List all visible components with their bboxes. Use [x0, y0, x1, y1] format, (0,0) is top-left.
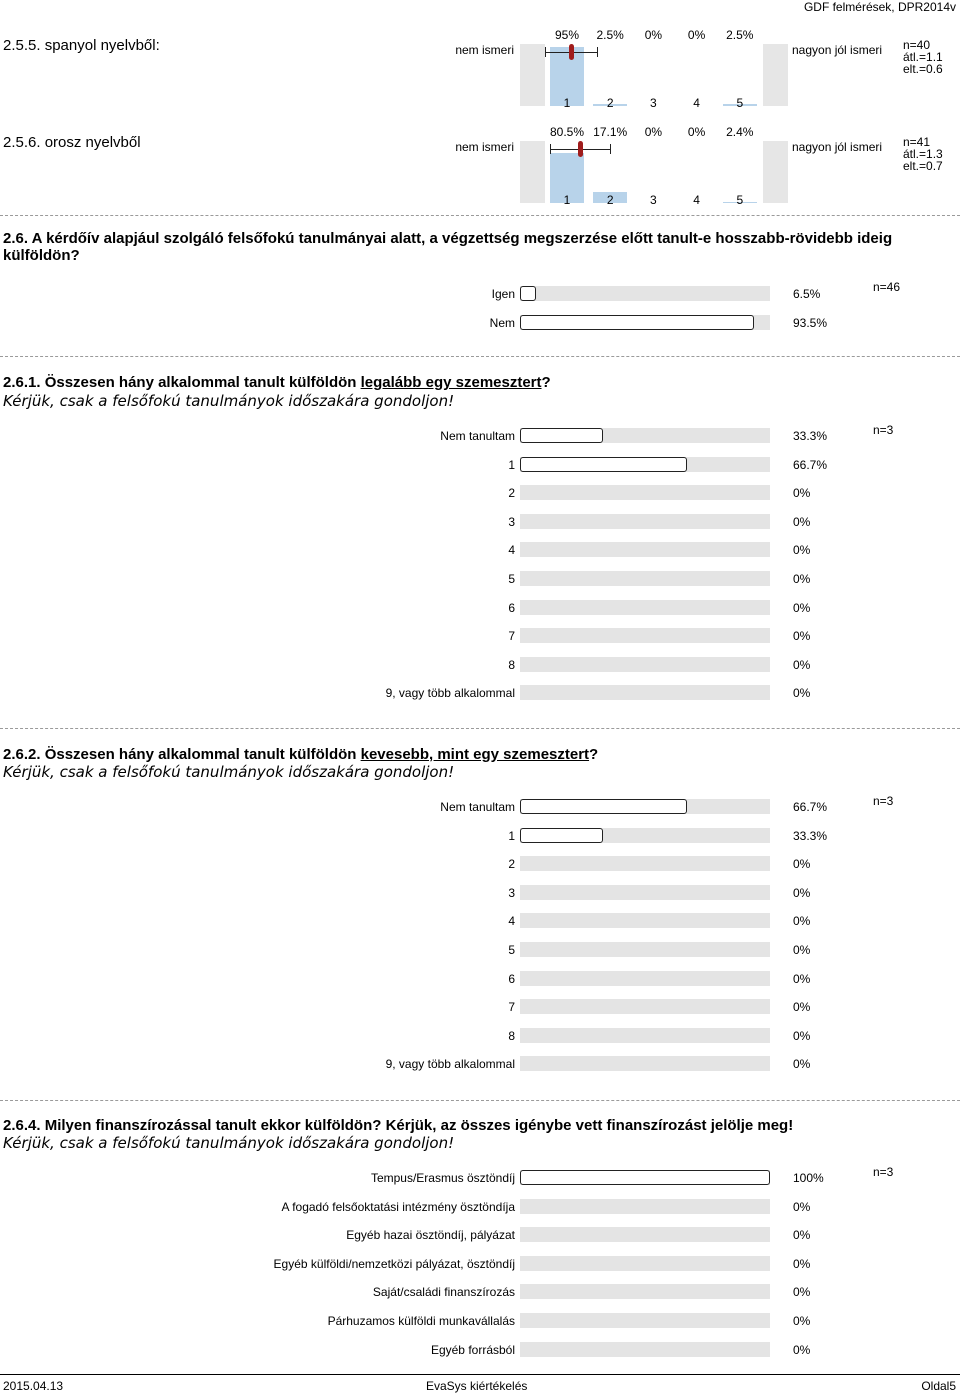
scale-right-label: nagyon jól ismeri	[792, 43, 883, 57]
chart-side-box	[763, 44, 788, 106]
stat-1: átl.=1.1	[903, 50, 943, 64]
mean-marker	[569, 44, 574, 60]
row-percent: 0%	[793, 572, 811, 586]
section-divider	[0, 356, 960, 357]
histogram-256	[455, 125, 943, 215]
row-percent: 0%	[793, 657, 811, 672]
row-label: 8	[508, 657, 515, 672]
scale-tick-label: 3	[650, 96, 657, 110]
bar-track	[520, 514, 770, 529]
percent-label: 95%	[554, 28, 580, 42]
question-title-261	[3, 374, 551, 391]
question-title-256: 2.5.6. orosz nyelvből	[3, 134, 141, 151]
mean-marker	[578, 141, 583, 157]
percent-label: 0%	[644, 125, 663, 139]
row-percent: 0%	[793, 1000, 811, 1015]
scale-left-label: nem ismeri	[455, 140, 514, 154]
bar-track	[520, 286, 770, 301]
scale-tick-label: 2	[606, 96, 614, 110]
row-percent: 0%	[793, 1228, 811, 1243]
bar-fill	[520, 428, 603, 443]
percent-label: 2.5%	[596, 28, 624, 42]
row-label: 3	[508, 514, 515, 529]
bar-track	[520, 428, 770, 443]
row-percent: 0%	[793, 1314, 811, 1328]
row-percent: 0%	[793, 629, 811, 644]
row-label: 9, vagy több alkalommal	[385, 1057, 515, 1072]
bar-track	[520, 542, 770, 557]
sd-whisker-cap	[597, 47, 598, 57]
row-label: Egyéb forrásból	[430, 1342, 515, 1357]
percent-label: 0%	[687, 125, 706, 139]
bar-track	[520, 828, 770, 843]
footer-page: Oldal5	[921, 1379, 956, 1393]
question-title-262	[3, 746, 598, 763]
title-part: ?	[589, 746, 599, 763]
row-percent: 0%	[793, 514, 811, 529]
chart-side-box	[520, 44, 545, 106]
row-percent: 0%	[793, 971, 811, 986]
bar-fill	[520, 457, 687, 472]
row-percent: 0%	[793, 1028, 811, 1043]
bar-track	[520, 942, 770, 957]
row-percent: 0%	[793, 1057, 811, 1072]
row-label: 1	[508, 828, 515, 843]
scale-left-label: nem ismeri	[455, 43, 514, 57]
row-percent: 0%	[793, 1256, 811, 1271]
bar-track	[520, 485, 770, 500]
row-label: 5	[508, 572, 515, 586]
row-label: 5	[508, 943, 515, 957]
question-title-264: 2.6.4. Milyen finanszírozással tanult ekkor külföldön? Kérjük, az összes igénybe vett finanszírozást jelölje meg!	[3, 1117, 794, 1134]
row-label: 4	[508, 914, 515, 929]
bar-track	[520, 457, 770, 472]
sd-whisker-cap	[545, 47, 546, 57]
row-label: Egyéb külföldi/nemzetközi pályázat, ösztöndíj	[273, 1256, 515, 1271]
percent-label: 80.5%	[549, 125, 585, 139]
row-percent: 33.3%	[793, 828, 828, 843]
row-label: Tempus/Erasmus ösztöndíj	[370, 1171, 515, 1185]
row-label: 2	[508, 486, 515, 501]
title-emphasis: legalább egy szemesztert	[360, 374, 542, 391]
row-label: 8	[508, 1028, 515, 1043]
row-percent: 0%	[793, 600, 811, 615]
row-percent: 0%	[793, 885, 811, 900]
row-label: Igen	[491, 287, 515, 301]
scale-tick-label: 3	[650, 193, 657, 207]
bar-track	[520, 799, 770, 814]
bar-track	[520, 1227, 770, 1242]
row-percent: 0%	[793, 486, 811, 501]
section-divider	[0, 215, 960, 216]
chart-side-box	[763, 141, 788, 203]
row-percent: 33.3%	[793, 429, 828, 443]
scale-tick-label: 2	[606, 193, 614, 207]
footer-rule	[0, 1374, 960, 1375]
section-divider	[0, 728, 960, 729]
histogram-255	[455, 28, 943, 118]
footer-center: EvaSys kiértékelés	[426, 1379, 528, 1393]
row-label: Egyéb hazai ösztöndíj, pályázat	[346, 1228, 515, 1243]
bar-track	[520, 913, 770, 928]
row-percent: 0%	[793, 1342, 811, 1357]
row-percent: 0%	[793, 857, 811, 872]
row-label: Nem tanultam	[440, 800, 515, 814]
title-emphasis: kevesebb, mint egy szemesztert	[360, 746, 590, 763]
row-percent: 0%	[793, 914, 811, 929]
n-count-261: n=3	[873, 423, 894, 437]
bar-track	[520, 1256, 770, 1271]
n-count-264: n=3	[873, 1165, 894, 1179]
bar-track	[520, 628, 770, 643]
row-label: 6	[508, 600, 515, 615]
title-part: ?	[541, 374, 551, 391]
stat-0: n=41	[903, 135, 931, 149]
question-title-26	[3, 230, 953, 264]
row-label: 7	[508, 1000, 515, 1015]
row-percent: 0%	[793, 943, 811, 957]
scale-right-label: nagyon jól ismeri	[792, 140, 883, 154]
question-subtitle-264: Kérjük, csak a felsőfokú tanulmányok időszakára gondoljon!	[3, 1134, 455, 1152]
question-title-26-line1: 2.6. A kérdőív alapjául szolgáló felsőfokú tanulmányai alatt, a végzettség megszerzése előtt tanult-e hosszabb-rövidebb ideig	[3, 230, 893, 247]
percent-label: 2.5%	[726, 28, 754, 42]
scale-tick-label: 4	[693, 193, 700, 207]
chart-side-box	[520, 141, 545, 203]
bar-track	[520, 685, 770, 700]
stat-1: átl.=1.3	[903, 147, 943, 161]
bar-track	[520, 856, 770, 871]
row-label: A fogadó felsőoktatási intézmény ösztöndíja	[281, 1199, 515, 1214]
stat-0: n=40	[903, 38, 931, 52]
bar-fill	[520, 315, 754, 330]
row-label: 1	[508, 457, 515, 472]
bar-fill	[520, 1170, 770, 1185]
footer-date: 2015.04.13	[3, 1379, 64, 1393]
title-part: 2.6.1. Összesen hány alkalommal tanult külföldön	[3, 374, 361, 391]
title-part: 2.6.2. Összesen hány alkalommal tanult külföldön	[3, 746, 361, 763]
row-label: 9, vagy több alkalommal	[385, 686, 515, 701]
bar-fill	[520, 828, 603, 843]
bar-fill	[520, 286, 536, 301]
question-title-26-line2: külföldön?	[3, 247, 80, 264]
bar-track	[520, 1056, 770, 1071]
bar-track	[520, 657, 770, 672]
header-title: GDF felmérések, DPR2014v	[803, 0, 956, 14]
n-count-26: n=46	[873, 280, 901, 294]
question-subtitle-261: Kérjük, csak a felsőfokú tanulmányok időszakára gondoljon!	[3, 392, 455, 410]
bar-fill	[520, 799, 687, 814]
scale-tick-label: 5	[736, 96, 744, 110]
row-label: Nem tanultam	[440, 429, 515, 443]
bar-track	[520, 999, 770, 1014]
bar-track	[520, 885, 770, 900]
bar-track	[520, 315, 770, 330]
row-percent: 0%	[793, 1199, 811, 1214]
bar-track	[520, 1199, 770, 1214]
percent-label: 0%	[687, 28, 706, 42]
section-divider	[0, 1100, 960, 1101]
bar-track	[520, 571, 770, 586]
bar-track	[520, 1028, 770, 1043]
bar-track	[520, 1284, 770, 1299]
row-percent: 66.7%	[793, 800, 828, 814]
row-percent: 0%	[793, 686, 811, 701]
row-label: Nem	[489, 315, 515, 330]
n-count-262: n=3	[873, 794, 894, 808]
row-label: 6	[508, 971, 515, 986]
stat-2: elt.=0.7	[903, 159, 943, 173]
scale-tick-label: 5	[736, 193, 744, 207]
bar-track	[520, 600, 770, 615]
bar-track	[520, 1170, 770, 1185]
question-subtitle-262: Kérjük, csak a felsőfokú tanulmányok időszakára gondoljon!	[3, 763, 455, 781]
bar-track	[520, 971, 770, 986]
row-label: 4	[508, 543, 515, 558]
scale-tick-label: 1	[563, 193, 571, 207]
row-percent: 6.5%	[793, 287, 821, 301]
question-title-255: 2.5.5. spanyol nyelvből:	[3, 37, 160, 54]
row-label: Saját/családi finanszírozás	[372, 1285, 515, 1300]
bar-track	[520, 1342, 770, 1357]
row-label: 2	[508, 857, 515, 872]
row-percent: 66.7%	[793, 457, 828, 472]
row-label: 7	[508, 629, 515, 644]
sd-whisker-cap	[550, 144, 551, 154]
row-percent: 100%	[793, 1171, 824, 1185]
row-percent: 93.5%	[793, 315, 828, 330]
sd-whisker-cap	[610, 144, 611, 154]
row-percent: 0%	[793, 543, 811, 558]
row-label: 3	[508, 885, 515, 900]
bar-track	[520, 1313, 770, 1328]
percent-label: 0%	[644, 28, 663, 42]
stat-2: elt.=0.6	[903, 62, 943, 76]
row-label: Párhuzamos külföldi munkavállalás	[327, 1314, 515, 1328]
scale-tick-label: 4	[693, 96, 700, 110]
percent-label: 2.4%	[726, 125, 754, 139]
scale-tick-label: 1	[563, 96, 571, 110]
percent-label: 17.1%	[593, 125, 628, 139]
row-percent: 0%	[793, 1285, 811, 1300]
